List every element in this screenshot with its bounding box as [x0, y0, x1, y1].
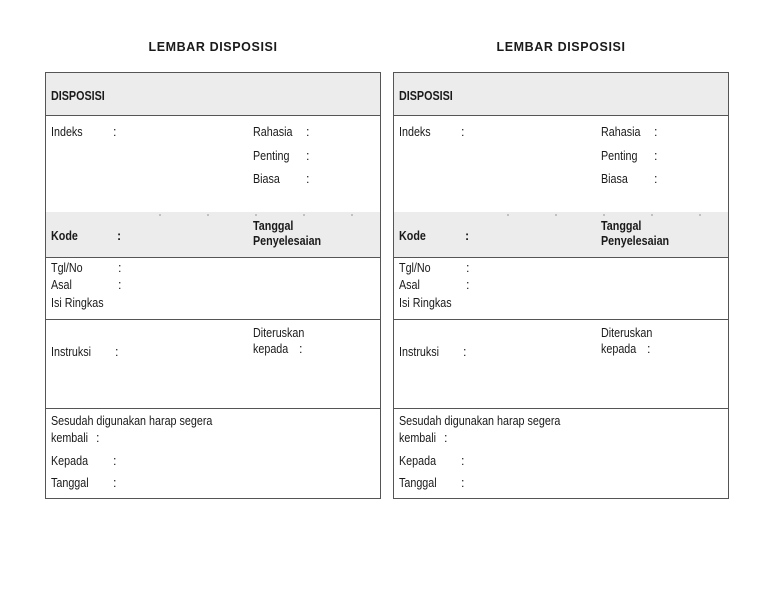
indeks-colon: :: [113, 125, 117, 139]
penting-colon: :: [306, 149, 310, 163]
diteruskan-label-1: Diteruskan: [601, 326, 653, 340]
dotted-separator: [136, 214, 366, 216]
return-section: [46, 409, 380, 498]
isi-ringkas-label: Isi Ringkas: [399, 296, 452, 310]
classification-section: [394, 116, 728, 212]
tanggal-label: Tanggal: [51, 476, 89, 490]
biasa-label: Biasa: [253, 172, 280, 186]
sesudah-label-2: kembali: [51, 431, 89, 445]
biasa-colon: :: [306, 172, 310, 186]
instruction-section: [394, 320, 728, 409]
diteruskan-label-1: Diteruskan: [253, 326, 305, 340]
kepada-label: Kepada: [51, 454, 89, 468]
tgl-no-colon: :: [118, 261, 122, 275]
penting-label: Penting: [601, 149, 638, 163]
classification-section: [46, 116, 380, 212]
kode-label: Kode: [399, 229, 426, 243]
rahasia-label: Rahasia: [601, 125, 641, 139]
instruksi-colon: :: [115, 345, 119, 359]
penting-label: Penting: [253, 149, 290, 163]
sesudah-colon: :: [96, 431, 100, 445]
asal-label: Asal: [399, 278, 420, 292]
form-header: [46, 73, 380, 116]
disposition-form: [393, 72, 729, 499]
kode-section: [394, 212, 728, 258]
rahasia-label: Rahasia: [253, 125, 293, 139]
letter-info-section: [394, 258, 728, 320]
tanggal-penyelesaian-label-2: Penyelesaian: [601, 234, 670, 248]
sheet-title: LEMBAR DISPOSISI: [496, 40, 626, 54]
tanggal-label: Tanggal: [399, 476, 437, 490]
kode-section: [46, 212, 380, 258]
tgl-no-colon: :: [466, 261, 470, 275]
form-header-title: DISPOSISI: [399, 89, 453, 103]
sesudah-label-1: Sesudah digunakan harap segera: [399, 414, 561, 428]
form-header-title: DISPOSISI: [51, 89, 105, 103]
kode-label: Kode: [51, 229, 78, 243]
sesudah-colon: :: [444, 431, 448, 445]
tgl-no-label: Tgl/No: [399, 261, 431, 275]
indeks-colon: :: [461, 125, 465, 139]
asal-colon: :: [466, 278, 470, 292]
tanggal-penyelesaian-label-1: Tanggal: [253, 219, 294, 233]
penting-colon: :: [654, 149, 658, 163]
rahasia-colon: :: [654, 125, 658, 139]
tanggal-penyelesaian-label-2: Penyelesaian: [253, 234, 322, 248]
diteruskan-colon: :: [299, 342, 303, 356]
sesudah-label-2: kembali: [399, 431, 437, 445]
tanggal-penyelesaian-label-1: Tanggal: [601, 219, 642, 233]
biasa-colon: :: [654, 172, 658, 186]
kode-colon: :: [465, 229, 470, 243]
rahasia-colon: :: [306, 125, 310, 139]
disposition-form: [45, 72, 381, 499]
asal-colon: :: [118, 278, 122, 292]
sheet-title: LEMBAR DISPOSISI: [148, 40, 278, 54]
dotted-separator: [484, 214, 714, 216]
tgl-no-label: Tgl/No: [51, 261, 83, 275]
kepada-colon: :: [113, 454, 117, 468]
instruksi-label: Instruksi: [399, 345, 440, 359]
return-section: [394, 409, 728, 498]
indeks-label: Indeks: [399, 125, 431, 139]
kepada-colon: :: [461, 454, 465, 468]
instruction-section: [46, 320, 380, 409]
isi-ringkas-label: Isi Ringkas: [51, 296, 104, 310]
asal-label: Asal: [51, 278, 72, 292]
letter-info-section: [46, 258, 380, 320]
diteruskan-colon: :: [647, 342, 651, 356]
tanggal-colon: :: [461, 476, 465, 490]
tanggal-colon: :: [113, 476, 117, 490]
instruksi-label: Instruksi: [51, 345, 92, 359]
instruksi-colon: :: [463, 345, 467, 359]
indeks-label: Indeks: [51, 125, 83, 139]
kode-colon: :: [117, 229, 122, 243]
biasa-label: Biasa: [601, 172, 628, 186]
diteruskan-label-2: kepada: [601, 342, 637, 356]
diteruskan-label-2: kepada: [253, 342, 289, 356]
form-header: [394, 73, 728, 116]
sesudah-label-1: Sesudah digunakan harap segera: [51, 414, 213, 428]
kepada-label: Kepada: [399, 454, 437, 468]
